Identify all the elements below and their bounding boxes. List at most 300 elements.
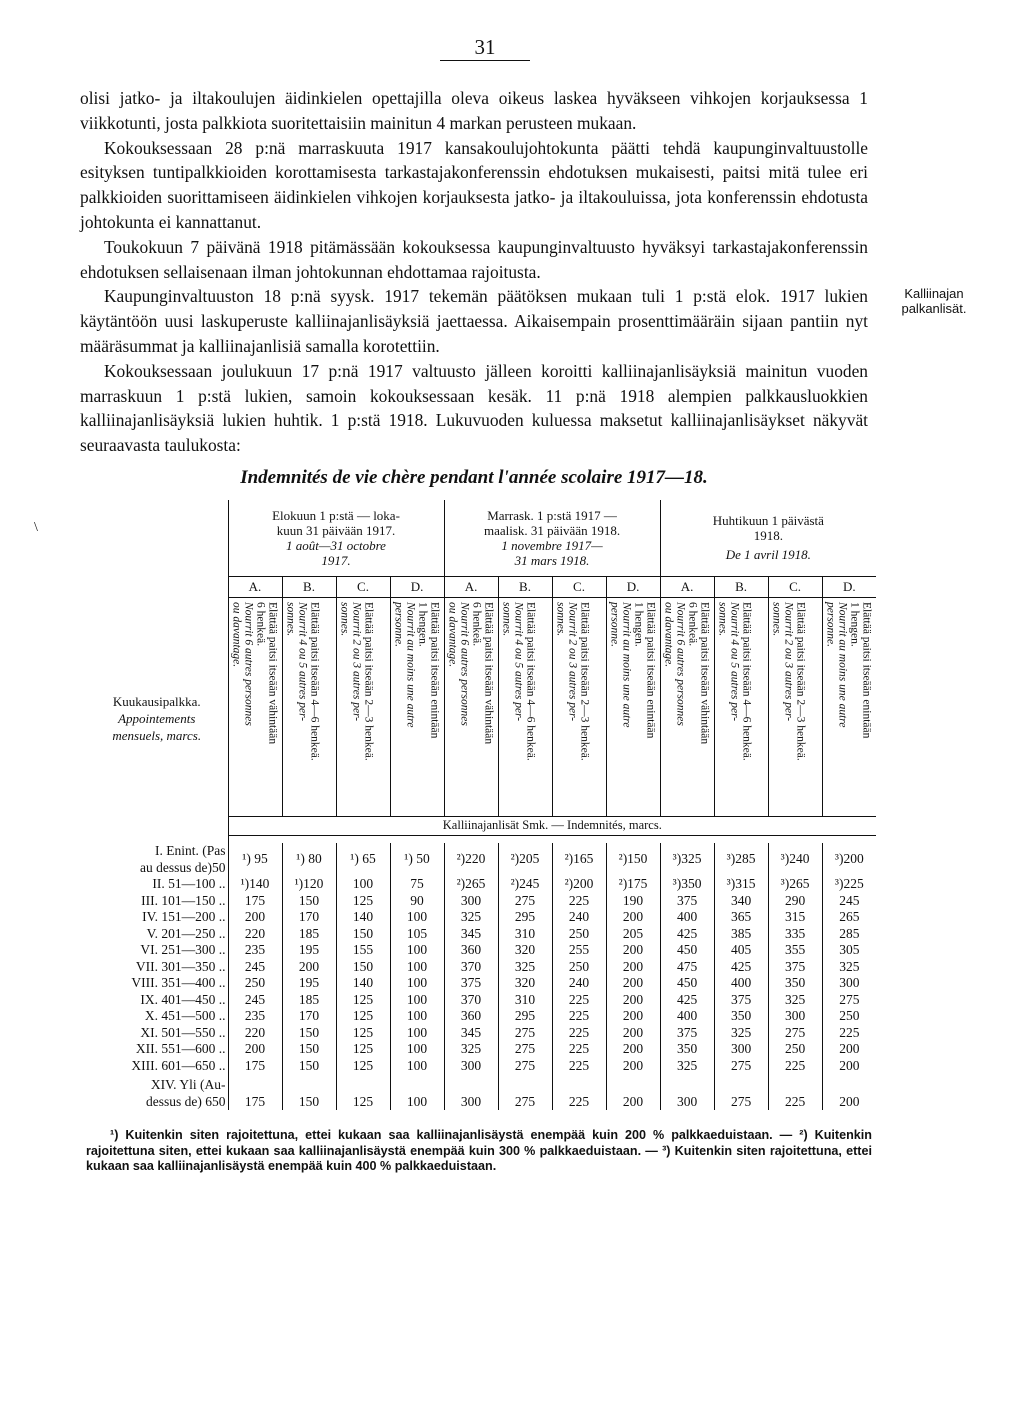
allowance-value: 200 (606, 909, 660, 926)
allowance-value: 300 (444, 893, 498, 910)
salary-class (86, 992, 228, 1009)
allowance-value: ¹) 95 (228, 843, 282, 876)
allowance-value: 375 (444, 975, 498, 992)
body-text (80, 86, 868, 458)
allowance-value: 140 (336, 975, 390, 992)
salary-class-line: VII. 301—350 .. (135, 958, 226, 974)
salary-class (86, 1074, 228, 1110)
table-row (86, 959, 876, 976)
allowance-value: 220 (228, 926, 282, 943)
salary-class (86, 1008, 228, 1025)
salary-class-line: III. 101—150 .. (141, 892, 226, 908)
allowance-value: 105 (390, 926, 444, 943)
allowance-value: 325 (660, 1058, 714, 1075)
category-fr: Nourrit 2 ou 3 autres per- (350, 601, 363, 721)
allowance-value: 100 (390, 1074, 444, 1110)
allowance-value: ²)150 (606, 843, 660, 876)
salary-class-line: IV. 151—200 .. (142, 909, 226, 924)
allowance-value: ²)165 (552, 843, 606, 876)
allowance-value: 175 (228, 1074, 282, 1110)
category-label (447, 602, 495, 744)
letter: A. (228, 576, 282, 597)
table-row (86, 926, 876, 943)
allowance-value: 320 (498, 975, 552, 992)
category-fi: Elättää paitsi itseään 2—3 henkeä. (794, 601, 807, 761)
allowance-value: 125 (336, 1008, 390, 1025)
allowance-value: 100 (390, 975, 444, 992)
allowance-value: 275 (498, 1074, 552, 1110)
allowance-value: 170 (282, 1008, 336, 1025)
period-fr: 1917. (321, 552, 351, 568)
allowance-value: ³)315 (714, 876, 768, 893)
period-fi: kuun 31 päivään 1917. (276, 522, 396, 538)
allowance-value: 225 (822, 1025, 876, 1042)
category-fr: Nourrit 2 ou 3 autres per- (782, 601, 795, 721)
row-header-fr: Appointements (118, 710, 196, 726)
allowance-value: 225 (552, 1008, 606, 1025)
allowance-value: 350 (768, 975, 822, 992)
allowance-value: 200 (282, 959, 336, 976)
period-header (660, 500, 876, 576)
allowance-value: 425 (660, 992, 714, 1009)
allowance-value: 355 (768, 942, 822, 959)
table-row (86, 992, 876, 1009)
category-fr: ou davantage. (230, 601, 243, 667)
allowance-value: 200 (606, 1074, 660, 1110)
category-fi: Elättää paitsi itseään 2—3 henkeä. (362, 601, 375, 761)
allowance-value: 360 (444, 1008, 498, 1025)
allowance-value: 345 (444, 1025, 498, 1042)
allowance-value: 370 (444, 959, 498, 976)
allowance-value: 90 (390, 893, 444, 910)
allowance-value: 325 (498, 959, 552, 976)
allowance-value: 335 (768, 926, 822, 943)
letter: D. (606, 576, 660, 597)
category-fr: Nourrit 6 autres personnes (242, 601, 255, 726)
allowance-value: 400 (714, 975, 768, 992)
table-grid (86, 500, 876, 1110)
allowance-value: 150 (282, 1041, 336, 1058)
salary-class-line: XIV. Yli (Au- (150, 1077, 226, 1092)
letter: B. (498, 576, 552, 597)
salary-class (86, 909, 228, 926)
category-fr: Nourrit 4 ou 5 autres per- (296, 601, 309, 721)
allowance-value: 275 (822, 992, 876, 1009)
table-row (86, 909, 876, 926)
category-fr: sonnes. (716, 601, 729, 636)
allowance-value: 205 (606, 926, 660, 943)
allowance-value: 300 (714, 1041, 768, 1058)
category-fi: Elättää paitsi itseään 4—6 henkeä. (740, 601, 753, 761)
salary-class-line: dessus de) 650 (146, 1094, 226, 1109)
allowance-value: ¹)140 (228, 876, 282, 893)
margin-note-line: palkanlisät. (901, 301, 967, 316)
allowance-value: 295 (498, 909, 552, 926)
allowance-value: ³)285 (714, 843, 768, 876)
allowance-value: 275 (498, 893, 552, 910)
row-header-fr: mensuels, marcs. (112, 727, 202, 743)
allowance-value: 150 (282, 893, 336, 910)
salary-class-line: I. Enint. (Pas (155, 843, 226, 858)
allowance-value: 100 (390, 1025, 444, 1042)
allowance-value: 305 (822, 942, 876, 959)
salary-class (86, 942, 228, 959)
category-header (552, 597, 606, 816)
category-fr: Nourrit 2 ou 3 autres per- (566, 601, 579, 721)
period-header (444, 500, 660, 576)
allowance-value: ¹) 80 (282, 843, 336, 876)
period-fi: 1918. (753, 528, 783, 544)
allowance-value: 375 (660, 893, 714, 910)
allowance-value: 185 (282, 926, 336, 943)
salary-class-line: IX. 401—450 .. (140, 991, 226, 1007)
category-header (768, 597, 822, 816)
allowance-value: 300 (660, 1074, 714, 1110)
allowance-value: 310 (498, 926, 552, 943)
salary-class (86, 975, 228, 992)
category-fr: Nourrit 6 autres personnes (458, 601, 471, 726)
period-fr: 1 novembre 1917— (501, 537, 603, 553)
category-fr: Nourrit au moins une autre (836, 601, 849, 727)
allowance-value: 75 (390, 876, 444, 893)
table-row (86, 893, 876, 910)
allowance-value: 225 (552, 893, 606, 910)
paragraph: Toukokuun 7 päivänä 1918 pitämässään kokouksessa kaupunginvaltuusto hyväksyi tarkastajakonferenssin ehdotuksen sellaisenaan ilman johtokunnan ehdottamaa rajoitusta. (80, 236, 868, 282)
allowance-value: 375 (714, 992, 768, 1009)
category-label (771, 602, 807, 761)
allowance-value: 375 (660, 1025, 714, 1042)
allowance-value: 275 (714, 1074, 768, 1110)
category-fr: personne. (608, 601, 621, 647)
allowance-value: ³)325 (660, 843, 714, 876)
category-fr: sonnes. (770, 601, 783, 636)
category-fr: Nourrit 4 ou 5 autres per- (512, 601, 525, 721)
category-fi: 6 henkeä. (470, 601, 483, 646)
allowance-value: ²)245 (498, 876, 552, 893)
allowance-value: 100 (336, 876, 390, 893)
salary-class (86, 843, 228, 876)
salary-class (86, 1058, 228, 1075)
category-label (393, 602, 441, 738)
allowance-value: 385 (714, 926, 768, 943)
salary-class (86, 1025, 228, 1042)
allowance-value: 400 (660, 1008, 714, 1025)
allowance-value: 425 (660, 926, 714, 943)
salary-class-line: au dessus de)50 (140, 859, 226, 875)
category-label (501, 602, 537, 761)
salary-class-line: II. 51—100 .. (152, 876, 226, 891)
allowance-value: 300 (822, 975, 876, 992)
allowance-value: 125 (336, 1074, 390, 1110)
salary-class (86, 1041, 228, 1058)
allowance-value: 325 (714, 1025, 768, 1042)
category-fi: 6 henkeä. (686, 601, 699, 646)
allowance-value: 200 (606, 942, 660, 959)
allowance-value: 175 (228, 893, 282, 910)
allowance-value: 100 (390, 1058, 444, 1075)
category-label (609, 602, 657, 738)
allowance-value: 200 (606, 959, 660, 976)
allowance-value: 350 (714, 1008, 768, 1025)
allowance-value: 200 (822, 1074, 876, 1110)
letter: B. (282, 576, 336, 597)
allowance-value: ²)205 (498, 843, 552, 876)
category-header (660, 597, 714, 816)
category-label (663, 602, 711, 744)
allowance-value: 350 (660, 1041, 714, 1058)
table-row (86, 843, 876, 876)
allowance-value: 150 (282, 1025, 336, 1042)
category-label (339, 602, 375, 761)
allowance-value: 365 (714, 909, 768, 926)
salary-class (86, 876, 228, 893)
allowance-value: 225 (552, 1074, 606, 1110)
category-header (282, 597, 336, 816)
salary-class-line: V. 201—250 .. (146, 925, 226, 941)
allowance-value: 125 (336, 1025, 390, 1042)
allowance-value: 140 (336, 909, 390, 926)
allowance-value: 220 (228, 1025, 282, 1042)
category-fi: 6 henkeä. (254, 601, 267, 646)
salary-class-line: XI. 501—550 .. (140, 1024, 226, 1040)
allowance-value: 225 (552, 1041, 606, 1058)
paragraph: Kokouksessaan joulukuun 17 p:nä 1917 valtuusto jälleen koroitti kalliinajanlisäyksiä mainitun vuoden marraskuun 1 p:stä lukien, samoin kokouksessaan kesäk. 11 p:nä 1918 alempien palkkausluokkien kalliinajanlisäyksiä lukien huhtik. 1 p:stä 1918. Lukuvuoden kuluessa maksetut kalliinajanlisäykset näkyvät seuraavasta taulukosta: (80, 360, 868, 456)
allowance-value: ²)175 (606, 876, 660, 893)
allowance-value: 315 (768, 909, 822, 926)
allowance-value: 475 (660, 959, 714, 976)
allowance-value: 400 (660, 909, 714, 926)
table-row (86, 1025, 876, 1042)
period-header (228, 500, 444, 576)
allowance-value: 290 (768, 893, 822, 910)
allowance-value: ³)200 (822, 843, 876, 876)
allowance-value: ¹) 50 (390, 843, 444, 876)
period-fr: 1 août—31 octobre (286, 537, 386, 553)
allowance-value: 325 (768, 992, 822, 1009)
allowance-value: 125 (336, 1041, 390, 1058)
table-row (86, 1074, 876, 1110)
category-fi: 1 hengen. (848, 601, 861, 647)
category-header (498, 597, 552, 816)
category-fi: Elättää paitsi itseään vähintään (482, 601, 495, 744)
allowance-value: 225 (768, 1074, 822, 1110)
period-fi: Huhtikuun 1 päivästä (712, 513, 824, 529)
margin-note-line: Kalliinajan (904, 286, 964, 301)
period-fr: De 1 avril 1918. (725, 547, 811, 563)
allowance-value: 360 (444, 942, 498, 959)
salary-class-line: VIII. 351—400 .. (131, 975, 226, 990)
allowance-value: 275 (498, 1058, 552, 1075)
allowance-value: 200 (606, 1025, 660, 1042)
allowance-value: 200 (606, 992, 660, 1009)
category-fi: Elättää paitsi itseään vähintään (698, 601, 711, 744)
allowance-value: 370 (444, 992, 498, 1009)
letter: C. (336, 576, 390, 597)
allowance-value: ³)240 (768, 843, 822, 876)
allowance-value: 100 (390, 1008, 444, 1025)
category-fr: Nourrit au moins une autre (404, 601, 417, 727)
allowance-value: 225 (552, 1025, 606, 1042)
letter: A. (660, 576, 714, 597)
allowance-value: 155 (336, 942, 390, 959)
allowance-value: 275 (768, 1025, 822, 1042)
allowance-value: 175 (228, 1058, 282, 1075)
table-row (86, 1041, 876, 1058)
salary-class (86, 926, 228, 943)
paragraph: Kaupunginvaltuuston 18 p:nä syysk. 1917 tekemän päätöksen mukaan tuli 1 p:stä elok. 1917 lukien käytäntöön uusi laskuperuste kalliinajanlisäyksiä jaettaessa. Aikaisempain prosenttimääräin sijaan pantiin nyt määräsummat ja kalliinajanlisiä samalla korotettiin. (80, 286, 868, 356)
unit-spacer (86, 816, 228, 835)
allowance-value: 185 (282, 992, 336, 1009)
allowance-value: 325 (444, 909, 498, 926)
category-label (825, 602, 873, 738)
letter: C. (768, 576, 822, 597)
letter: D. (390, 576, 444, 597)
allowance-value: 250 (552, 959, 606, 976)
allowance-value: 200 (606, 1058, 660, 1075)
margin-note (884, 286, 984, 316)
allowance-value: 200 (822, 1041, 876, 1058)
allowance-value: 100 (390, 1041, 444, 1058)
allowance-value: 275 (498, 1025, 552, 1042)
allowance-value: 200 (822, 1058, 876, 1075)
allowance-value: 195 (282, 942, 336, 959)
allowance-value: 345 (444, 926, 498, 943)
allowance-value: 100 (390, 909, 444, 926)
table-row (86, 942, 876, 959)
allowance-table (86, 500, 876, 1110)
category-header (822, 597, 876, 816)
row-header-cell (86, 500, 228, 816)
allowance-value: 240 (552, 909, 606, 926)
allowance-value: 275 (714, 1058, 768, 1075)
allowance-value: ³)225 (822, 876, 876, 893)
allowance-value: ³)350 (660, 876, 714, 893)
allowance-value: 200 (606, 1008, 660, 1025)
period-fi: maalisk. 31 päivään 1918. (483, 522, 621, 538)
allowance-value: 100 (390, 992, 444, 1009)
salary-class (86, 959, 228, 976)
letter: B. (714, 576, 768, 597)
allowance-value: 310 (498, 992, 552, 1009)
salary-class-line: VI. 251—300 .. (140, 942, 226, 957)
allowance-value: 245 (228, 992, 282, 1009)
allowance-value: 250 (822, 1008, 876, 1025)
category-fi: Elättää paitsi itseään enintään (860, 601, 873, 738)
allowance-value: 250 (228, 975, 282, 992)
allowance-value: 200 (228, 909, 282, 926)
allowance-value: 170 (282, 909, 336, 926)
allowance-value: ²)200 (552, 876, 606, 893)
table-row (86, 1058, 876, 1075)
allowance-value: 325 (822, 959, 876, 976)
category-fr: ou davantage. (662, 601, 675, 667)
allowance-value: 225 (552, 1058, 606, 1075)
allowance-value: 100 (390, 959, 444, 976)
category-header (444, 597, 498, 816)
allowance-value: 125 (336, 893, 390, 910)
letter: A. (444, 576, 498, 597)
allowance-value: 450 (660, 942, 714, 959)
allowance-value: 235 (228, 942, 282, 959)
allowance-value: 245 (228, 959, 282, 976)
category-label (285, 602, 321, 761)
allowance-value: 285 (822, 926, 876, 943)
allowance-value: 450 (660, 975, 714, 992)
allowance-value: 100 (390, 942, 444, 959)
allowance-value: 225 (768, 1058, 822, 1075)
paragraph: Kokouksessaan 28 p:nä marraskuuta 1917 kansakoulujohtokunta päätti tehdä kaupunginvaltuustolle esityksen tuntipalkkioiden korottamisesta tarkastajakonferenssin ehdotuksen mukaisesti, paitsi mitä tulee eri palkkioiden suorittamiseen äidinkielen vihkojen korjauksesta jatko- ja iltakouluissa, jota konferenssin ehdotusta johtokunta ei kannattanut. (80, 137, 868, 232)
category-fr: sonnes. (500, 601, 513, 636)
allowance-value: 240 (552, 975, 606, 992)
allowance-value: 200 (606, 1041, 660, 1058)
allowance-value: 300 (768, 1008, 822, 1025)
allowance-value: 325 (444, 1041, 498, 1058)
row-header-fi: Kuukausipalkka. (112, 693, 201, 709)
allowance-value: 375 (768, 959, 822, 976)
unit-row (86, 816, 876, 835)
spacer-row (86, 835, 876, 843)
allowance-value: ¹) 65 (336, 843, 390, 876)
period-fr: 31 mars 1918. (514, 552, 590, 568)
category-fr: sonnes. (338, 601, 351, 636)
allowance-value: 255 (552, 942, 606, 959)
allowance-value: 235 (228, 1008, 282, 1025)
salary-class-line: X. 451—500 .. (144, 1008, 226, 1023)
letter: C. (552, 576, 606, 597)
page-number: 31 (440, 34, 530, 61)
category-fi: Elättää paitsi itseään 2—3 henkeä. (578, 601, 591, 761)
allowance-value: ²)220 (444, 843, 498, 876)
category-header (336, 597, 390, 816)
category-label (555, 602, 591, 761)
category-fr: Nourrit 6 autres personnes (674, 601, 687, 726)
table-row (86, 975, 876, 992)
footnote-text: ¹) Kuitenkin siten rajoitettuna, ettei kukaan saa kalliinajanlisäystä enempää kuin 200 % palkkaeduistaan. — ²) Kuitenkin rajoitettuna siten, ettei kukaan saa kalliinajanlisäystä enempää kuin 300 % palkkaeduistaan. — ³) Kuitenkin siten rajoitettuna, ettei kukaan saa kalliinajanlisäystä enempää kuin 400 % palkkaeduistaan. (86, 1128, 872, 1173)
category-fi: 1 hengen. (632, 601, 645, 647)
category-header (606, 597, 660, 816)
category-fr: ou davantage. (446, 601, 459, 667)
allowance-value: 150 (336, 959, 390, 976)
allowance-value: 150 (282, 1074, 336, 1110)
allowance-value: 300 (444, 1074, 498, 1110)
table-title: Indemnités de vie chère pendant l'année scolaire 1917—18. (240, 467, 708, 488)
category-fi: Elättää paitsi itseään 4—6 henkeä. (308, 601, 321, 761)
category-label (717, 602, 753, 761)
table-row (86, 876, 876, 893)
category-fr: Nourrit 4 ou 5 autres per- (728, 601, 741, 721)
allowance-value: 200 (606, 975, 660, 992)
category-fi: 1 hengen. (416, 601, 429, 647)
table-body (86, 843, 876, 1110)
category-fr: personne. (824, 601, 837, 647)
period-fi: Elokuun 1 p:stä — loka- (272, 507, 400, 523)
allowance-value: 125 (336, 1058, 390, 1075)
allowance-value: ¹)120 (282, 876, 336, 893)
row-header (86, 693, 228, 744)
salary-class-line: XIII. 601—650 .. (131, 1057, 226, 1073)
footnotes (86, 1128, 872, 1175)
letter: D. (822, 576, 876, 597)
category-fi: Elättää paitsi itseään enintään (428, 601, 441, 738)
category-fr: sonnes. (284, 601, 297, 636)
category-fi: Elättää paitsi itseään enintään (644, 601, 657, 738)
allowance-value: 300 (444, 1058, 498, 1075)
category-fi: Elättää paitsi itseään vähintään (266, 601, 279, 744)
category-header (228, 597, 282, 816)
allowance-value: 320 (498, 942, 552, 959)
category-label (231, 602, 279, 744)
allowance-value: 425 (714, 959, 768, 976)
